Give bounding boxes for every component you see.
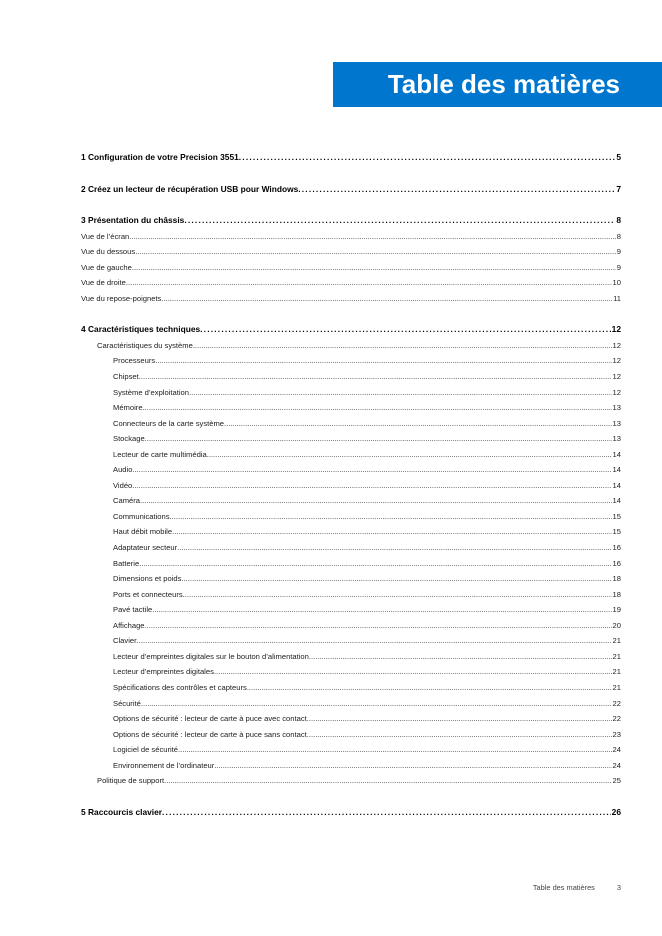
- toc-entry-title: Lecteur de carte multimédia: [113, 449, 207, 459]
- page-footer: [533, 883, 621, 892]
- toc-entry[interactable]: [81, 758, 621, 774]
- toc-entry[interactable]: [81, 509, 621, 525]
- dot-leader: [155, 353, 611, 369]
- toc-entry-page: 8: [616, 231, 621, 241]
- toc-entry-page: 24: [612, 745, 621, 755]
- toc-entry-title: Sécurité: [113, 698, 141, 708]
- toc-chapter-entry[interactable]: [81, 805, 621, 821]
- toc-entry-title: Système d’exploitation: [113, 387, 189, 397]
- toc-entry-page: 12: [612, 387, 621, 397]
- toc-entry[interactable]: [81, 385, 621, 401]
- toc-entry-page: 15: [612, 527, 621, 537]
- toc-entry-page: 24: [612, 760, 621, 770]
- dot-leader: [298, 182, 615, 198]
- toc-entry-title: Audio: [113, 465, 133, 475]
- toc-entry-title: 4 Caractéristiques techniques: [81, 324, 201, 335]
- toc-entry-page: 26: [611, 806, 621, 817]
- toc-entry[interactable]: [81, 556, 621, 572]
- toc-entry[interactable]: [81, 462, 621, 478]
- dot-leader: [143, 400, 612, 416]
- dot-leader: [126, 275, 612, 291]
- toc-entry-title: Clavier: [113, 636, 137, 646]
- dot-leader: [307, 727, 612, 743]
- toc-entry-title: Vue du dessous: [81, 247, 136, 257]
- section-gap: [81, 197, 621, 213]
- table-of-contents: [81, 150, 621, 820]
- toc-entry[interactable]: [81, 540, 621, 556]
- toc-entry-title: Ports et connecteurs: [113, 589, 183, 599]
- toc-entry[interactable]: [81, 696, 621, 712]
- dot-leader: [161, 291, 612, 307]
- toc-entry[interactable]: [81, 416, 621, 432]
- toc-entry-page: 9: [616, 247, 621, 257]
- section-gap: [81, 306, 621, 322]
- toc-entry-page: 12: [612, 372, 621, 382]
- toc-entry[interactable]: [81, 773, 621, 789]
- toc-entry-title: Lecteur d’empreintes digitales: [113, 667, 214, 677]
- toc-entry-page: 19: [612, 605, 621, 615]
- dot-leader: [132, 462, 611, 478]
- toc-entry-title: Dimensions et poids: [113, 574, 182, 584]
- toc-entry-title: Processeurs: [113, 356, 156, 366]
- toc-entry[interactable]: [81, 602, 621, 618]
- toc-entry-page: 9: [616, 262, 621, 272]
- dot-leader: [132, 260, 616, 276]
- toc-entry-title: Politique de support: [97, 776, 165, 786]
- dot-leader: [129, 229, 616, 245]
- toc-entry-page: 14: [612, 496, 621, 506]
- toc-entry[interactable]: [81, 711, 621, 727]
- toc-entry[interactable]: [81, 229, 621, 245]
- dot-leader: [307, 711, 612, 727]
- toc-entry-title: 2 Créez un lecteur de récupération USB pour Windows: [81, 183, 299, 194]
- toc-entry[interactable]: [81, 727, 621, 743]
- toc-entry-page: 12: [612, 356, 621, 366]
- toc-entry-title: 1 Configuration de votre Precision 3551: [81, 152, 239, 162]
- toc-entry[interactable]: [81, 291, 621, 307]
- dot-leader: [177, 540, 611, 556]
- toc-entry-page: 10: [612, 278, 621, 288]
- toc-entry-page: 18: [612, 589, 621, 599]
- toc-entry-title: Options de sécurité : lecteur de carte à puce sans contact: [113, 729, 307, 739]
- toc-entry-title: Connecteurs de la carte système: [113, 418, 225, 428]
- section-gap: [81, 166, 621, 182]
- toc-entry-page: 13: [612, 434, 621, 444]
- toc-chapter-entry[interactable]: [81, 182, 621, 198]
- toc-entry[interactable]: [81, 742, 621, 758]
- toc-entry-page: 13: [612, 403, 621, 413]
- toc-entry-page: 21: [612, 682, 621, 692]
- toc-entry-title: Communications: [113, 511, 170, 521]
- dot-leader: [214, 664, 612, 680]
- toc-entry-page: 8: [616, 215, 621, 226]
- dot-leader: [162, 805, 611, 821]
- toc-entry-page: 16: [612, 558, 621, 568]
- toc-entry[interactable]: [81, 353, 621, 369]
- toc-entry-page: 14: [612, 480, 621, 490]
- toc-entry[interactable]: [81, 680, 621, 696]
- footer-label: Table des matières: [532, 883, 595, 892]
- toc-entry-title: Adaptateur secteur: [113, 543, 178, 553]
- toc-entry-title: Mémoire: [113, 403, 143, 413]
- toc-entry[interactable]: [81, 618, 621, 634]
- toc-entry-page: 15: [612, 511, 621, 521]
- toc-entry-title: Haut débit mobile: [113, 527, 173, 537]
- toc-entry-page: 12: [612, 340, 621, 350]
- toc-entry[interactable]: [81, 275, 621, 291]
- dot-leader: [139, 556, 611, 572]
- toc-entry-title: Caractéristiques du système: [97, 340, 193, 350]
- toc-entry-title: Chipset: [113, 372, 139, 382]
- toc-entry[interactable]: [81, 260, 621, 276]
- toc-entry[interactable]: [81, 369, 621, 385]
- dot-leader: [207, 447, 612, 463]
- section-gap: [81, 789, 621, 805]
- dot-leader: [135, 244, 616, 260]
- dot-leader: [200, 322, 611, 338]
- dot-leader: [309, 649, 612, 665]
- toc-entry[interactable]: [81, 633, 621, 649]
- page-title-banner: Table des matières: [333, 62, 662, 107]
- toc-entry-page: 13: [612, 418, 621, 428]
- toc-entry-page: 21: [612, 636, 621, 646]
- toc-entry-title: 5 Raccourcis clavier: [81, 806, 163, 817]
- dot-leader: [184, 213, 615, 229]
- toc-entry-page: 12: [611, 324, 621, 335]
- toc-entry-title: Affichage: [113, 620, 145, 630]
- toc-entry-title: Environnement de l’ordinateur: [113, 760, 215, 770]
- toc-entry[interactable]: [81, 571, 621, 587]
- dot-leader: [193, 338, 612, 354]
- toc-entry[interactable]: [81, 587, 621, 603]
- toc-entry[interactable]: [81, 400, 621, 416]
- footer-page-number: 3: [616, 883, 621, 892]
- toc-entry-page: 14: [612, 449, 621, 459]
- toc-chapter-entry[interactable]: [81, 213, 621, 229]
- toc-entry-page: 22: [612, 714, 621, 724]
- toc-entry-title: Spécifications des contrôles et capteurs: [113, 682, 247, 692]
- toc-entry-page: 23: [612, 729, 621, 739]
- toc-entry[interactable]: [81, 524, 621, 540]
- dot-leader: [137, 633, 612, 649]
- toc-entry-title: Caméra: [113, 496, 141, 506]
- toc-entry-title: 3 Présentation du châssis: [81, 215, 185, 226]
- dot-leader: [247, 680, 612, 696]
- toc-entry-page: 7: [616, 183, 621, 194]
- dot-leader: [145, 431, 612, 447]
- dot-leader: [224, 416, 612, 432]
- toc-entry-page: 14: [612, 465, 621, 475]
- toc-entry-page: 25: [612, 776, 621, 786]
- toc-entry[interactable]: [81, 431, 621, 447]
- toc-entry-title: Options de sécurité : lecteur de carte à puce avec contact: [113, 714, 307, 724]
- toc-entry-title: Pavé tactile: [113, 605, 153, 615]
- dot-leader: [181, 571, 611, 587]
- toc-entry[interactable]: [81, 649, 621, 665]
- toc-entry-page: 21: [612, 651, 621, 661]
- toc-entry[interactable]: [81, 244, 621, 260]
- dot-leader: [178, 742, 612, 758]
- dot-leader: [132, 478, 611, 494]
- dot-leader: [183, 587, 612, 603]
- dot-leader: [164, 773, 611, 789]
- dot-leader: [239, 150, 616, 166]
- toc-entry-title: Vidéo: [113, 480, 133, 490]
- dot-leader: [141, 696, 612, 712]
- toc-chapter-entry[interactable]: [81, 322, 621, 338]
- toc-entry-title: Vue de gauche: [81, 262, 132, 272]
- dot-leader: [172, 524, 611, 540]
- toc-entry-title: Vue du repose-poignets: [81, 293, 162, 303]
- toc-entry[interactable]: [81, 447, 621, 463]
- toc-entry-page: 11: [613, 293, 621, 303]
- toc-entry-page: 5: [616, 152, 621, 162]
- toc-entry-page: 22: [612, 698, 621, 708]
- dot-leader: [145, 618, 612, 634]
- toc-entry-page: 18: [612, 574, 621, 584]
- dot-leader: [214, 758, 611, 774]
- dot-leader: [189, 385, 612, 401]
- dot-leader: [170, 509, 612, 525]
- toc-entry-title: Vue de droite: [81, 278, 126, 288]
- dot-leader: [152, 602, 611, 618]
- toc-entry-page: 20: [612, 620, 621, 630]
- toc-entry-title: Lecteur d’empreintes digitales sur le bouton d’alimentation: [113, 651, 309, 661]
- toc-chapter-entry[interactable]: [81, 150, 621, 166]
- toc-entry-title: Vue de l’écran: [81, 231, 130, 241]
- toc-entry-page: 21: [612, 667, 621, 677]
- toc-entry[interactable]: [81, 338, 621, 354]
- toc-entry-title: Logiciel de sécurité: [113, 745, 179, 755]
- toc-entry-title: Batterie: [113, 558, 140, 568]
- dot-leader: [140, 493, 612, 509]
- dot-leader: [139, 369, 612, 385]
- toc-entry-title: Stockage: [113, 434, 145, 444]
- toc-entry[interactable]: [81, 478, 621, 494]
- toc-entry[interactable]: [81, 664, 621, 680]
- toc-entry[interactable]: [81, 493, 621, 509]
- toc-entry-page: 16: [612, 543, 621, 553]
